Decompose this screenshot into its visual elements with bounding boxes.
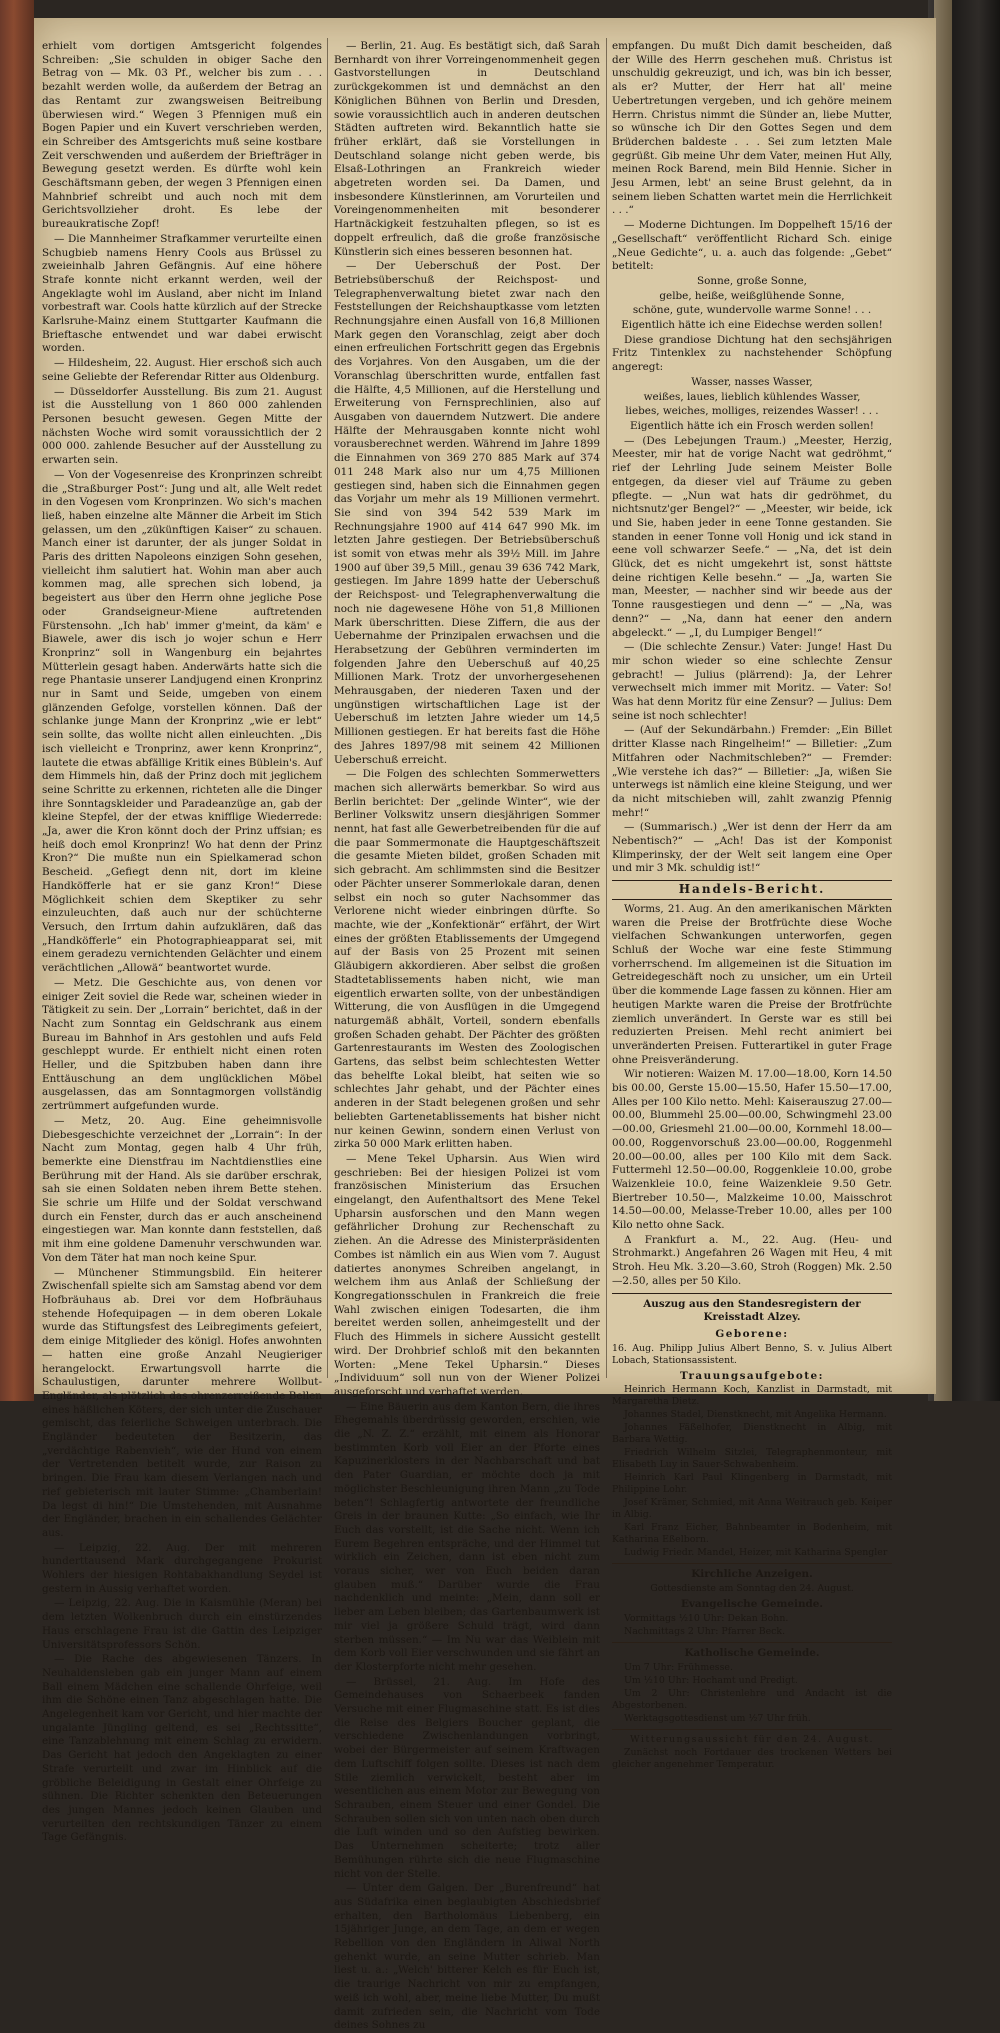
article-paragraph: — Unter dem Galgen. Der „Burenfreund“ hat aus Südafrika einen beglaubigten Abschiedsbrief erhalten, den Bartholomäus Liebenberg, ein 15jähriger Junge, an dem Tage, an dem er wegen Rebellion von den Engländern in Aliwal North gehenkt wurde, an seine Mutter schrieb. Man liest u. a.: „Welch' bitterer Kelch es für Euch ist, die traurige Nachricht von mir zu empfangen, weiß ich wohl, aber, meine liebe Mutter, Du mußt damit zufrieden sein, die Nachricht vom Tode deines Sohnes zu xyxy=(334,1882,600,2032)
column-left xyxy=(42,40,322,1844)
article-paragraph: — Moderne Dichtungen. Im Doppelheft 15/16 der „Gesellschaft“ veröffentlicht Richard Sch. einige „Neue Gedichte“, u. a. auch das folgende: „Gebet“ betitelt: xyxy=(612,219,892,273)
article-paragraph: — Die Mannheimer Strafkammer verurteilte einen Schugbieb namens Henry Cools aus Brüssel zu zweieinhalb Jahren Gefängnis. Auf eine höhere Strafe konnte nicht erkannt werden, weil der Angeklagte wohl im Ausland, aber nicht im Inland vorbestraft war. Cools hatte kürzlich auf der Strecke Karlsruhe-Mainz einem Stuttgarter Kaufmann die Brieftasche entwendet und war dabei erwischt worden. xyxy=(42,232,322,355)
service-time: Um 2 Uhr: Christenlehre und Andacht ist die Abgestorbenen. xyxy=(612,1687,892,1711)
binding-strip xyxy=(934,0,952,1401)
newspaper-page xyxy=(34,18,936,2032)
banns-entry: Ludwig Friedr. Mandel, Heizer, mit Katharina Spengler xyxy=(624,1547,888,1559)
article-paragraph: — Leipzig, 22. Aug. Die in Kaismühle (Meran) bei dem letzten Wolkenbruch durch ein einstürzendes Haus erschlagene Frau ist die Gattin des Leipziger Universitätsprofessors Schön. xyxy=(42,1597,322,1651)
section-rule xyxy=(612,1563,892,1564)
poem-line: Eigentlich hätte ich eine Eidechse werden sollen! xyxy=(621,319,883,332)
article-paragraph: — (Auf der Sekundärbahn.) Fremder: „Ein Billet dritter Klasse nach Ringelheim!“ — Billetier: „Zum Mitfahren oder Nachmitschleben?“ — Fremder: „Wie verstehe ich das?“ — Billetier: „Ja, wißen Sie unterwegs ist nämlich eine kleine Steigung, und wer da nicht mitschieben will, zahlt zwanzig Pfennig mehr!“ xyxy=(612,724,892,819)
article-paragraph: erhielt vom dortigen Amtsgericht folgendes Schreiben: „Sie schulden in obiger Sache den Betrag von — Mk. 03 Pf., welcher bis zum . . . bezahlt werden wolle, da außerdem der Betrag an das Rentamt zur zwangsweisen Beitreibung überwiesen wird.“ Wegen 3 Pfennigen muß ein Bogen Papier und ein Kuvert verschrieben werden, ein Schreiber des Amtsgerichts muß seine kostbare Zeit verschwenden und außerdem der Briefträger in Bewegung gesetzt werden. Es dürfte wohl kein Geschäftsmann geben, der wegen 3 Pfennigen einen Mahnbrief schreibt und auch noch mit dem Gerichtsvollzieher droht. Es lebe der bureaukratische Zopf! xyxy=(42,40,322,231)
article-paragraph: Diese grandiose Dichtung hat den sechsjährigen Fritz Tintenklex zu nachstehender Schöpfung angeregt: xyxy=(612,333,892,374)
market-quotes: Wir notieren: Waizen M. 17.00—18.00, Korn 14.50 bis 00.00, Gerste 15.00—15.50, Hafer 15.50—17.00, Alles per 100 Kilo netto. Mehl: Kaiserauszug 27.00—00.00, Blummehl 25.00—00.00, Schwingmehl 23.00—00.00, Griesmehl 21.00—00.00, Kornmehl 18.00—00.00, Roggenvorschuß 23.00—00.00, Roggenmehl 20.00—00.00, alles per 100 Kilo mit dem Sack. Futtermehl 12.50—00.00, Roggenkleie 10.00, grobe Waizenkleie 10.0, feine Waizenkleie 9.50 Getr. Biertreber 10.50—, Malzkeime 10.00, Maisschrot 14.50—00.00, Melasse-Treber 10.00, alles per 100 Kilo netto ohne Sack. xyxy=(612,1068,892,1232)
article-paragraph: empfangen. Du mußt Dich damit bescheiden, daß der Wille des Herrn geschehen muß. Christus ist unschuldig gekreuzigt, und ich, was bin ich besser, als er? Mutter, der Herr hat all' meine Uebertretungen vergeben, und ich gehöre meinem Herrn. Christus nimmt die Sünder an, liebe Mutter, so wünsche ich Dir den Gottes Segen und dem Brüderchen baldeste . . . Sei zum letzten Male gegrüßt. Gib meine Uhr dem Vater, meinen Hut Ally, meinen Rock Barend, mein Bild Hennie. Sicher in Jesu Armen, lebt' an seine Brust gelehnt, da in seinem lieben Schatten wartet mein die Herrlichkeit . . .“ xyxy=(612,40,892,217)
weather-title: Witterungsaussicht für den 24. August. xyxy=(629,1733,875,1745)
banns-entry: Johannes Stadel, Dienstknecht, mit Angelika Hermann. xyxy=(624,1409,887,1421)
column-middle xyxy=(334,40,600,2032)
church-header: Kirchliche Anzeigen. xyxy=(691,1568,813,1581)
service-time: Vormittags ½10 Uhr: Dekan Bohn. xyxy=(624,1612,789,1624)
banns-entry: Friedrich Wilhelm Sitzlei, Telegraphenmonteur, mit Elisabeth Luy in Sauer-Schwabenheim. xyxy=(612,1447,892,1471)
banns-entry: Johannes Fäßelhofer, Dienstknecht in Albig, mit Barbara Wettig. xyxy=(612,1422,892,1446)
born-title: Geborene: xyxy=(715,1327,789,1340)
banns-entry: Josef Krämer, Schmied, mit Anna Weitrauch geb. Keiper in Albig. xyxy=(612,1497,892,1521)
section-rule xyxy=(612,1729,892,1730)
article-paragraph: — Metz. Die Geschichte aus, von denen vor einiger Zeit soviel die Rede war, scheinen wieder in Tätigkeit zu sein. Der „Lorrain“ berichtet, daß in der Nacht zum Sonntag ein Geldschrank aus einem Bureau im Bahnhof in Ars gestohlen und aufs Feld geschleppt wurde. Er enthielt nicht einen roten Heller, und die Spitzbuben haben dann ihre Enttäuschung an dem unglücklichen Möbel ausgelassen, das am Sonntagmorgen vollständig zertrümmert aufgefunden wurde. xyxy=(42,976,322,1113)
catholic-title: Katholische Gemeinde. xyxy=(684,1646,820,1659)
article-paragraph: — Düsseldorfer Ausstellung. Bis zum 21. August ist die Ausstellung von 1 860 000 zahlenden Personen besucht gewesen. Gegen Mitte der nächsten Woche wird somit voraussichtlich der 2 000 000. zahlende Besucher auf der Ausstellung zu erwarten sein. xyxy=(42,385,322,467)
poem-line: Wasser, nasses Wasser, xyxy=(691,375,813,388)
banns-entry: Heinrich Hermann Koch, Kanzlist in Darmstadt, mit Margaretha Dietz. xyxy=(612,1384,892,1408)
article-paragraph: — Mene Tekel Upharsin. Aus Wien wird geschrieben: Bei der hiesigen Polizei ist vom französischen Ministerium das Ersuchen eingelangt, den Aufenthaltsort des Mene Tekel Upharsin ausforschen und den Mann wegen gefährlicher Drohung zur Rechenschaft zu ziehen. An die Adresse des Ministerpräsidenten Combes ist nämlich ein aus Wien vom 7. August datiertes anonymes Schreiben angelangt, in welchem ihm aus Anlaß der Schließung der Kongregationsschulen in Frankreich die freie Wahl zwischen einigen Todesarten, die ihm bereitet werden sollen, anheimgestellt und der Fluch des Himmels in sichere Aussicht gestellt wird. Der Drohbrief schloß mit den bekannten Worten: „Mene Tekel Upharsin.“ Dieses „Individuum“ soll nun von der Wiener Polizei ausgeforscht und verhaftet werden. xyxy=(334,1152,600,1398)
frankfurt-market: Δ Frankfurt a. M., 22. Aug. (Heu- und Strohmarkt.) Angefahren 26 Wagen mit Heu, 4 mit Stroh. Heu Mk. 3.20—3.60, Stroh (Roggen) Mk. 2.50—2.50, alles per 50 Kilo. xyxy=(612,1233,892,1287)
banns-title: Trauungsaufgebote: xyxy=(679,1369,825,1382)
evangelical-title: Evangelische Gemeinde. xyxy=(680,1598,824,1611)
poem-line: liebes, weiches, molliges, reizendes Wasser! . . . xyxy=(625,405,879,418)
book-binding xyxy=(928,0,1000,1401)
article-paragraph: — Münchener Stimmungsbild. Ein heiterer Zwischenfall spielte sich am Samstag abend vor dem Hofbräuhaus ab. Drei vor dem Hofbräuhaus stehende Hofequipagen — in dem oberen Lokale wurde das Stiftungsfest des Leibregiments gefeiert, dem einige Mitglieder des königl. Hofes anwohnten — hatten eine große Anzahl Neugieriger herangelockt. Erwartungsvoll harrte die Schaulustigen, darunter mehrere Wollbut-Engländer, als plötzlich das ohrenzerreißende Bellen eines häßlichen Köters, der sich unter die Zuschauer gemischt, das feierliche Schweigen unterbrach. Die Engländer bedeuteten der Besitzerin, das „verdächtige Rabenvieh“, wie der Hund von einem der Vertretenden betitelt wurde, zur Raison zu bringen. Die Frau kam diesem Verlangen nach und rief gebieterisch mit lauter Stimme: „Chamberlain! Da legst di hin!“ Die Umstehenden, mit Ausnahme der Engländer, brachen in ein schallendes Gelächter aus. xyxy=(42,1266,322,1539)
born-entry: 16. Aug. Philipp Julius Albert Benno, S. v. Julius Albert Lobach, Stationsassistent. xyxy=(612,1342,892,1366)
page-edge-left xyxy=(0,0,34,1401)
article-paragraph: — Von der Vogesenreise des Kronprinzen schreibt die „Straßburger Post“: Jung und alt, alle Welt redet in den Vogesen vom Kronprinzen. Wo sich's machen ließ, haben einzelne alte Männer die Arbeit im Stich gelassen, um den „zükünftigen Kaiser“ zu schauen. Manch einer ist darunter, der als junger Soldat in Paris des dritten Napoleons einzigen Sohn gesehen, vielleicht ihm salutiert hat. Wohin man aber auch kommen mag, alle sprechen sich lobend, ja begeistert aus über den Herrn ohne jegliche Pose oder Grandseigneur-Miene auftretenden Fürstensohn. „Ich hab' immer g'meint, da käm' e Biawele, awer dis isch jo wojer schun e Herr Kronprinz“ soll in Wangenburg ein bejahrtes Mütterlein gesagt haben. Anderwärts hatte sich die rege Phantasie unserer Landjugend einen Kronprinz nur in Samt und Seide, umgeben von einem glänzenden Gefolge, vorstellen können. Daß der schlanke junge Mann der Kronprinz „wie er lebt“ sein sollte, das wollte nicht allen einleuchten. „Dis isch vielleicht e Tronprinz, awer kenn Kronprinz“, lautete die etwas abfällige Kritik eines Büblein's. Auf dem Himmels hin, daß der Prinz doch mit jeglichem seine Schritte zu erkennen, richteten alle die Dinger ihre Sonntagskleider und Paradeanzüge an, gab der kleine Stepfel, der der etwas knifflige Wiederrede: „Ja, awer die Kron könnt doch der Prinz uffsian; es heiß doch emol Kronprinz! Wo hat denn der Prinz Kron?“ Die mußte nun ein Spielkamerad schon Bescheid. „Gefiegt denn nit, dort im kleine Handköfferle hat er sie ganz Kron!“ Diese Möglichkeit schien dem Skeptiker zu sehr einzuleuchten, daß auch nur der schüchterne Versuch, den Irrtum dahin aufzuklären, daß das „Handköfferle“ ein Photographieapparat sei, mit einem geradezu vernichtenden Gelächter und einem verächtlichen „Allowä“ beantwortet wurde. xyxy=(42,468,322,975)
article-paragraph: — Die Rache des abgewiesenen Tänzers. In Neuhaldensleben gab ein junger Mann auf einem Ball einem Mädchen eine schallende Ohrfeige, weil ihm die Schöne einen Tanz abgeschlagen hatte. Die Angelegenheit kam vor Gericht, und hier machte der ungalante Jüngling geltend, es sei „Rechtssitte“, eine Tanzablehnung mit einem Schlag zu erwidern. Das Gericht hat jedoch den Angeklagten zu einer Strafe verurteilt und zwar im Hinblick auf die gröbliche Beleidigung in Gestalt einer Ohrfeige zu sühnen. Die Richter schenkten den Beteuerungen des jungen Mannes jedoch keinen Glauben und verurteilten den rechtskundigen Tänzer zu einem Tage Gefängnis. xyxy=(42,1653,322,1844)
article-paragraph: — Leipzig, 22. Aug. Der mit mehreren hunderttausend Mark durchgegangene Prokurist Wohlers der hiesigen Rohtabakhandlung Seydel ist gestern in Aussig verhaftet worden. xyxy=(42,1541,322,1595)
banns-entry: Karl Franz Eicher, Bahnbeamter in Bodenheim, mit Katharina Eßelborn. xyxy=(612,1522,892,1546)
weather-text: Zunächst noch Fortdauer des trockenen Wetters bei gleicher angenehmer Temperatur. xyxy=(612,1746,892,1770)
poem-line: schöne, gute, wundervolle warme Sonne! . . . xyxy=(632,304,872,317)
market-report-header: Handels-Bericht. xyxy=(612,880,892,900)
article-paragraph: — (Summarisch.) „Wer ist denn der Herr da am Nebentisch?“ — „Ach! Das ist der Komponist Klimperinsky, der der Welt seit langem eine Oper und mir 3 Mk. schuldig ist!“ xyxy=(612,821,892,875)
article-paragraph: — (Des Lebejungen Traum.) „Meester, Herzig, Meester, mir hat de vorige Nacht wat gedröhmt,“ rief der Lehrling Jude seinem Meister Bolle entgegen, da dieser viel auf Träume zu geben pflegte. — „Nun wat hats dir gedröhmet, du nichtsnutz'ger Bengel?“ — „Meester, wir beide, ick und Sie, haben jeder in eene Tonne gestanden. Sie standen in eener Tonne voll Honig und ick stand in eene voll schwarzer Seefe.“ — „Na, det ist dein Glück, det es nicht umgekehrt ist, sonst hättste deine richtigen Kelle besehn.“ — „Ja, warten Sie man, Meester, — nachher sind wir beede aus der Tonne rausgestiegen und denn —“ — „Na, was denn?“ — „Na, dann hat eener den andern abgeleckt.“ — „I, du Lumpiger Bengel!“ xyxy=(612,434,892,639)
column-right xyxy=(612,40,892,1770)
poem-line: Sonne, große Sonne, xyxy=(697,274,807,287)
poem-line: Eigentlich hätte ich ein Frosch werden sollen! xyxy=(630,419,874,432)
article-paragraph: — Eine Bäuerin aus dem Kanton Bern, die ihres Ehegemahls überdrüssig geworden, erschien, wie die „N. Z. Z.“ erzählt, mit einem als Honorar bestimmten Korb voll Eier an der Pforte eines Kapuzinerklosters in der Nachbarschaft und bat den Pater Guardian, er möchte doch ja mit möglichster Beschleunigung ihren Mann „zu Tode beten“! Schlagfertig antwortete der freundliche Greis in der braunen Kutte: „So einfach, wie Ihr Euch das vorstellt, ist die Sache nicht. Wenn ich Eurem Begehren entspräche, und der Himmel tut wirklich ein Zeichen, dann ist eben nicht zum voraus sicher, wer von Euch beiden daran glauben muß.“ Darüber wurde die Frau nachdenklich und meinte: „Mein, dann soll er lieber am Leben bleiben; das Gartenbaumwerk ist mir viel ja größere Schuld trägt, wird dann sterben müssen.“ — Im Nu war das Weiblein mit dem Korb voll Eier verschwunden und sie fährt an der Klosterpforte nicht mehr gesehen. xyxy=(334,1400,600,1673)
article-paragraph: — Brüssel, 21. Aug. Im Hofe des Gemeindehauses von Schaerbeek fanden Versuche mit einer Flugmaschine statt. Es ist dies die Reise des Belgiers Boucher geplant, die verschiedene Zwischenlandungen vorbringt, wobei der Bürgermeister auf seinem Kraftwagen dem Luftschiff folgen sollte. Dieses ist nach dem Stile ziemlich verwickelt, besteht aber im wesentlichen aus einem Motor zur Bewegung von Schrauben, einem Steuer und einer Gondel. Die Schrauben sollen sich von unten nach oben durch die Luft winden und so den Aufstieg bewirken. Das Unternehmen scheiterte; trotz aller Bemühungen rührte sich die neue Flugmaschine nicht von der Stelle. xyxy=(334,1675,600,1880)
service-time: Um ½10 Uhr: Hochamt und Predigt. xyxy=(624,1674,798,1686)
register-header: Auszug aus den Standesregistern der Kreisstadt Alzey. xyxy=(643,1297,861,1324)
section-rule xyxy=(612,1293,892,1294)
service-time: Um 7 Uhr: Frühmesse. xyxy=(624,1661,733,1673)
article-paragraph: — Hildesheim, 22. August. Hier erschoß sich auch seine Geliebte der Referendar Ritter aus Oldenburg. xyxy=(42,357,322,383)
banns-entry: Heinrich Karl Paul Klingenberg in Darmstadt, mit Philippine Lohr. xyxy=(612,1472,892,1496)
service-time: Werktagsgottesdienst um ½7 Uhr früh. xyxy=(624,1712,811,1724)
article-paragraph: — (Die schlechte Zensur.) Vater: Junge! Hast Du mir schon wieder so eine schlechte Zensur gebracht! — Julius (plärrend): Ja, der Lehrer verwechselt mich immer mit Moritz. — Vater: So! Was hat denn Moritz für eine Zensur? — Julius: Dem seine ist noch schlechter! xyxy=(612,641,892,722)
article-paragraph: — Metz, 20. Aug. Eine geheimnisvolle Diebesgeschichte verzeichnet der „Lorrain“: In der Nacht zum Montag, gegen halb 4 Uhr früh, bemerkte eine Dienstfrau im Nachtdienstlies eine Berührung mit der Hand. Als sie darüber erschrak, sah sie einen Soldaten neben ihrem Bette stehen. Sie schrie um Hilfe und der Soldat verschwand durch ein Fenster, durch das er auch anscheinend eingestiegen war. Man konnte dann feststellen, daß mit ihm eine goldene Damenuhr verschwunden war. Von dem Täter hat man noch keine Spur. xyxy=(42,1114,322,1264)
poem-line: gelbe, heiße, weißglühende Sonne, xyxy=(659,289,845,302)
article-paragraph: — Die Folgen des schlechten Sommerwetters machen sich allerwärts bemerkbar. So wird aus Berlin berichtet: Der „gelinde Winter“, wie der Berliner Volkswitz unsern diesjährigen Sommer nennt, hat fast alle Gewerbetreibenden für die auf die paar Sommermonate die Hauptgeschäftszeit die gesamte Mieten bildet, großen Schaden mit sich gebracht. Am schlimmsten sind die Besitzer oder Pächter unserer Sommerlokale daran, denen selbst ein noch so guter Nachsommer das Verlorene nicht wieder einbringen dürfte. So machte, wie der „Konfektionär“ erfährt, der Wirt eines der größten Etablissements der Umgegend auf der Basis von 25 Prozent mit seinen Gläubigern akkordieren. Aber selbst die großen Stadtetablissements haben nicht, wie man eigentlich erwarten sollte, von der unbeständigen Witterung, die von Ausflügen in die Umgegend naturgemäß abhält, Vorteil, sondern ebenfalls großen Schaden gehabt. Der Pächter des größten Gartenrestaurants im Westen des Zoologischen Gartens, das selbst beim schlechtesten Wetter das behelfte Lokal bleibt, hat seiten wie so schlechtes Jahr gehabt, und der Pächter eines anderen in der Stadt belegenen großen und sehr beliebten Gartenetablissements hat bisher nicht nur keinen Gewinn, sondern einen Verlust von zirka 50 000 Mark erlitten haben. xyxy=(334,768,600,1151)
article-paragraph: — Berlin, 21. Aug. Es bestätigt sich, daß Sarah Bernhardt von ihrer Vorreingenommenheit gegen Gastvorstellungen in Deutschland zurückgekommen ist und demnächst an den Königlichen Bühnen von Berlin und Dresden, sowie voraussichtlich auch in anderen deutschen Städten auftreten wird. Bekanntlich hatte sie früher erklärt, daß sie Vorstellungen in Deutschland solange nicht geben werde, bis Elsaß-Lothringen an Frankreich wieder abgetreten worden sei. Da Damen, und insbesondere Künstlerinnen, am Vorurteilen und Voreingenommenheiten mit besonderer Hartnäckigkeit festzuhalten pflegen, so ist es doppelt erfreulich, daß die große französische Künstlerin sich eines besseren besonnen hat. xyxy=(334,40,600,258)
poem-line: weißes, laues, lieblich kühlendes Wasser, xyxy=(643,390,861,403)
column-divider xyxy=(606,38,607,1378)
article-paragraph: — Der Ueberschuß der Post. Der Betriebsüberschuß der Reichspost- und Telegraphenverwaltung bietet zwar nach den Feststellungen der Reichshauptkasse vom letzten Rechnungsjahre einen Ausfall von 16,8 Millionen Mark gegen den Voranschlag, zeigt aber doch einen erfreulichen Fortschritt gegen das Ergebnis des Vorjahres. Von den Ausgaben, um die der Voranschlag überschritten wurde, entfallen fast die Hälfte, 4,5 Millionen, auf die Herstellung und Erweiterung von Fernsprechlinien, also auf Ausgaben von dauerndem Nutzwert. Die andere Hälfte der Mehrausgaben konnte nicht wohl vorausberechnet werden. Während im Jahre 1899 die Einnahmen von 369 270 885 Mark auf 374 011 248 Mark also nur um 4,75 Millionen gestiegen sind, haben sich die Einnahmen gegen das Vorjahr um mehr als 19 Millionen vermehrt. Sie sind von 394 542 539 Mark im Rechnungsjahre 1900 auf 414 647 990 Mk. im letzten Jahre gestiegen. Der Betriebsüberschuß ist somit von etwas mehr als 39½ Mill. im Jahre 1900 auf über 39,5 Mill., genau 39 636 742 Mark, gestiegen. Im Jahre 1899 hatte der Ueberschuß der Reichspost- und Telegraphenverwaltung die noch nie dagewesene Höhe von 51,8 Millionen Mark überschritten. Diese Ziffern, die aus der Uebernahme der Prinzipalen erwachsen und die Herabsetzung der Gebühren verminderten im folgenden Jahre den Ueberschuß auf 40,25 Millionen Mark. Trotz der unvorhergesehenen Mehrausgaben, der niederen Taxen und der ungünstigen wirtschaftlichen Lage ist der Ueberschuß im letzten Jahre wieder um 14,5 Millionen gestiegen. Er hat bereits fast die Höhe des Jahres 1897/98 mit seinem 42 Millionen Ueberschuß erreicht. xyxy=(334,260,600,766)
service-time: Nachmittags 2 Uhr: Pfarrer Beck. xyxy=(624,1625,786,1637)
church-subline: Gottesdienste am Sonntag den 24. August. xyxy=(650,1583,854,1595)
market-report-text: Worms, 21. Aug. An den amerikanischen Märkten waren die Preise der Brotfrüchte diese Woche vielfachen Schwankungen unterworfen, gegen Schluß der Woche war eine feste Stimmung vorherrschend. Im allgemeinen ist die Situation im Getreidegeschäft noch zu unsicher, um ein Urteil über die kommende Lage fassen zu können. Hier am heutigen Markte waren die Preise der Brotfrüchte ziemlich unverändert. In Gerste war es still bei reduzierten Preisen. Mehl recht animiert bei unveränderten Preisen. Futterartikel in guter Frage ohne Preisveränderung. xyxy=(612,902,892,1066)
section-rule xyxy=(612,1642,892,1643)
column-divider xyxy=(327,38,328,1378)
